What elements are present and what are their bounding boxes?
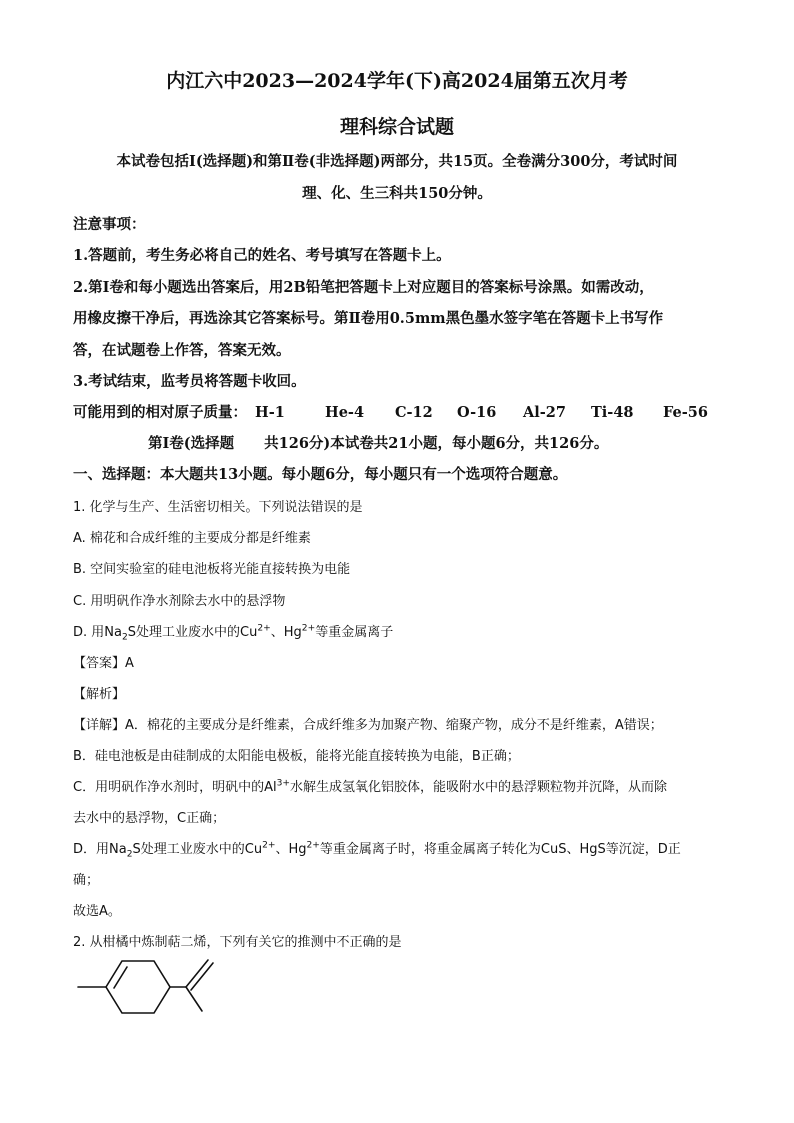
isopropenyl-methyl-bond — [186, 987, 202, 1011]
q1-detail-d-sub: 2 — [126, 849, 133, 860]
exam-subtitle: 理科综合试题 — [339, 116, 454, 138]
note-3: 3.考试结束，监考员将答题卡收回。 — [73, 373, 306, 390]
part-one-a: 第Ⅰ卷(选择题 — [148, 435, 235, 452]
atomic-masses-label: 可能用到的相对原子质量： — [73, 404, 247, 421]
atomic-masses — [73, 401, 733, 422]
q1-detail-d-text-3: 、Hg — [275, 842, 307, 857]
q1-detail-c-sup: 3+ — [276, 778, 290, 789]
q1-option-d — [73, 621, 733, 643]
q1-detail-a: 【详解】A．棉花的主要成分是纤维素，合成纤维多为加聚产物、缩聚产物，成分不是纤维素，A错误； — [73, 718, 663, 733]
part-one-b: 共126分)本试卷共21小题，每小题6分，共126分。 — [264, 435, 609, 452]
section-one-heading: 一、选择题：本大题共13小题。每小题6分，每小题只有一个选项符合题意。 — [73, 466, 568, 483]
q1-option-a: A. 棉花和合成纤维的主要成分都是纤维素 — [73, 531, 311, 546]
q1-d-text-3: 、Hg — [270, 625, 302, 640]
exam-title: 内江六中2023—2024学年(下)高2024届第五次月考 — [166, 70, 628, 92]
q1-d-text-4: 等重金属离子 — [315, 625, 394, 640]
q1-detail-d-sup-hg: 2+ — [306, 840, 320, 851]
q1-answer: 【答案】A — [73, 656, 134, 671]
q1-stem: 1. 化学与生产、生活密切相关。下列说法错误的是 — [73, 500, 363, 515]
notes-heading: 注意事项： — [73, 216, 146, 233]
part-one-header — [148, 432, 794, 453]
q1-option-b: B. 空间实验室的硅电池板将光能直接转换为电能 — [73, 562, 351, 577]
note-2b: 用橡皮擦干净后，再选涂其它答案标号。第Ⅱ卷用0.5mm黑色墨水签字笔在答题卡上书写作 — [73, 310, 664, 327]
q1-detail-c-text-1: C．用明矾作净水剂时，明矾中的Al — [73, 780, 277, 795]
q1-detail-d-text-2: S处理工业废水中的Cu — [132, 842, 263, 857]
q1-d-sup-cu: 2+ — [257, 623, 271, 634]
intro-line-1: 本试卷包括Ⅰ(选择题)和第Ⅱ卷(非选择题)两部分，共15页。全卷满分300分，考试时间 — [116, 153, 678, 170]
mass-ti: Ti-48 — [591, 404, 634, 421]
q1-detail-d — [73, 838, 733, 860]
mass-c: C-12 — [395, 404, 433, 421]
q1-detail-d2: 确； — [73, 873, 100, 888]
q1-d-sup-hg: 2+ — [301, 623, 316, 634]
mass-h: H-1 — [255, 404, 285, 421]
q1-detail-d-text-1: D．用Na — [73, 842, 127, 857]
q1-conclusion: 故选A。 — [73, 904, 121, 919]
q1-d-text-2: S处理工业废水中的Cu — [127, 625, 258, 640]
q1-detail-c — [73, 776, 733, 795]
note-2a: 2.第Ⅰ卷和每小题选出答案后，用2B铅笔把答题卡上对应题目的答案标号涂黑。如需改动， — [73, 279, 654, 296]
q1-analysis-label: 【解析】 — [73, 687, 126, 702]
mass-he: He-4 — [325, 404, 365, 421]
q1-d-text-1: D. 用Na — [73, 625, 122, 640]
q1-detail-d-sup-cu: 2+ — [262, 840, 276, 851]
q1-d-sub: 2 — [121, 632, 128, 643]
intro-line-2: 理、化、生三科共150分钟。 — [302, 185, 492, 202]
cyclohexene-ring — [106, 961, 170, 1013]
q2-stem: 2. 从柑橘中炼制萜二烯，下列有关它的推测中不正确的是 — [73, 935, 402, 950]
note-2c: 答，在试题卷上作答，答案无效。 — [73, 342, 291, 359]
q1-detail-b: B．硅电池板是由硅制成的太阳能电极板，能将光能直接转换为电能，B正确； — [73, 749, 520, 764]
limonene-structure — [74, 950, 234, 1030]
q1-detail-d-text-4: 等重金属离子时，将重金属离子转化为CuS、HgS等沉淀，D正 — [319, 842, 681, 857]
q1-detail-c2: 去水中的悬浮物，C正确； — [73, 811, 226, 826]
q1-option-c: C. 用明矾作净水剂除去水中的悬浮物 — [73, 594, 286, 609]
note-1: 1.答题前，考生务必将自己的姓名、考号填写在答题卡上。 — [73, 247, 451, 264]
mass-o: O-16 — [457, 404, 497, 421]
q1-detail-c-text-2: 水解生成氢氧化铝胶体，能吸附水中的悬浮颗粒物并沉降，从而除 — [290, 780, 668, 795]
mass-fe: Fe-56 — [663, 404, 708, 421]
mass-al: Al-27 — [523, 404, 566, 421]
